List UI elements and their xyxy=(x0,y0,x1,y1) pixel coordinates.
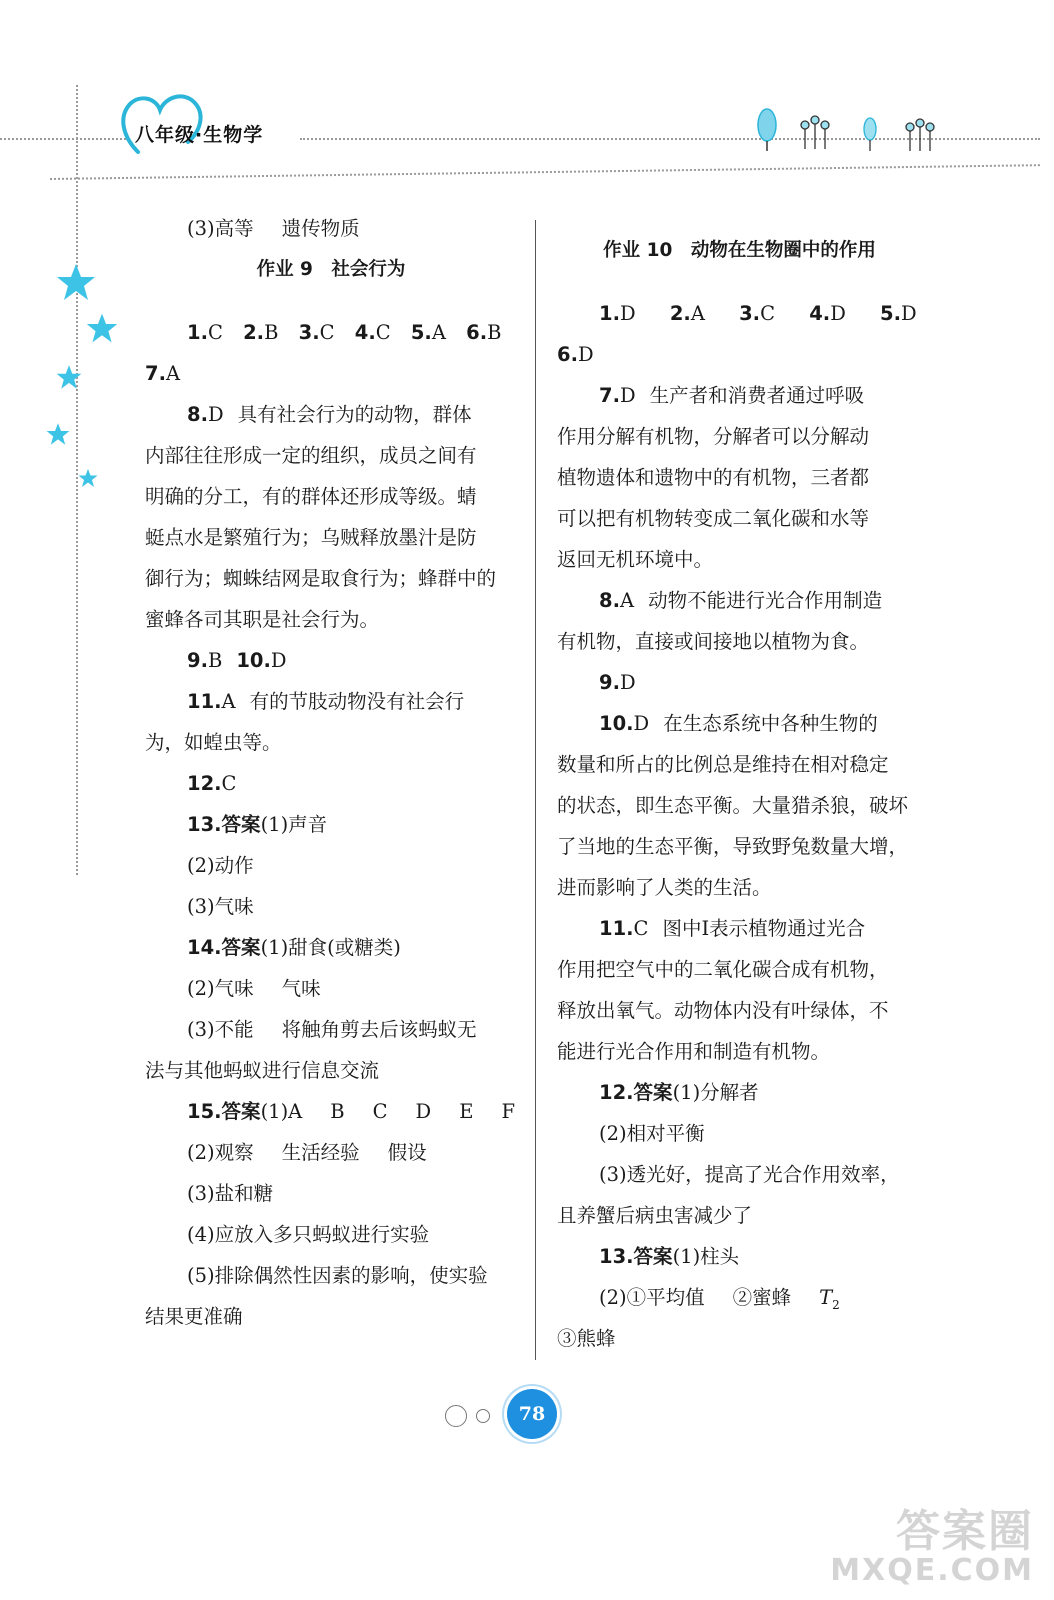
answer-line: 13.答案(1)柱头 xyxy=(599,1245,740,1268)
answer-line: 可以把有机物转变成二氧化碳和水等 xyxy=(557,507,870,530)
answer-line: (2)相对平衡 xyxy=(599,1122,705,1145)
answer-line: (2)动作 xyxy=(187,854,254,877)
answer-line: 作用分解有机物，分解者可以分解动 xyxy=(557,425,870,448)
answer-line: (3)气味 xyxy=(187,895,254,918)
answer-line: 11.C 图中Ⅰ表示植物通过光合 xyxy=(599,917,866,940)
column-divider xyxy=(535,220,536,1360)
answer-line: (3)透光好，提高了光合作用效率， xyxy=(599,1163,900,1186)
answer-line: 作用把空气中的二氧化碳合成有机物， xyxy=(557,958,889,981)
decorative-ring xyxy=(445,1405,467,1427)
answer-line: ③熊蜂 xyxy=(557,1327,616,1350)
answer-line: 数量和所占的比例总是维持在相对稳定 xyxy=(557,753,889,776)
answer-line: 返回无机环境中。 xyxy=(557,548,714,571)
answer-line: 释放出氧气。动物体内没有叶绿体，不 xyxy=(557,999,889,1022)
mc-answers: 1.C 2.B 3.C 4.C 5.A 6.B xyxy=(187,321,502,344)
answer-line: (2)气味 气味 xyxy=(187,977,321,1000)
star-icon xyxy=(46,422,70,446)
watermark: 答案圈 MXQE.COM xyxy=(830,1506,1034,1588)
star-icon xyxy=(56,262,96,302)
left-column xyxy=(145,208,517,1337)
answer-line: 蜜蜂各司其职是社会行为。 xyxy=(145,608,380,631)
answer-line: 结果更准确 xyxy=(145,1305,243,1328)
header-dotted-line xyxy=(0,138,130,140)
answer-line: (5)排除偶然性因素的影响，使实验 xyxy=(187,1264,488,1287)
answer-line: 6.D xyxy=(557,343,594,366)
decorative-ring xyxy=(476,1409,490,1423)
answer-line: 13.答案(1)声音 xyxy=(187,813,328,836)
answer-line: 7.D 生产者和消费者通过呼吸 xyxy=(599,384,865,407)
answer-line: 的状态，即生态平衡。大量猎杀狼，破坏 xyxy=(557,794,909,817)
answer-line: 能进行光合作用和制造有机物。 xyxy=(557,1040,831,1063)
mc-answers: 1.D 2.A 3.C 4.D 5.D xyxy=(599,302,917,325)
answer-line: (2)观察 生活经验 假设 xyxy=(187,1141,427,1164)
header-dotted-line-lower xyxy=(50,164,1040,180)
answer-line: 蜓点水是繁殖行为；乌贼释放墨汁是防 xyxy=(145,526,477,549)
answer-line: 御行为；蜘蛛结网是取食行为；蜂群中的 xyxy=(145,567,497,590)
tulip-icon xyxy=(755,105,945,155)
answer-line: 12.C xyxy=(187,772,237,795)
answer-line: 植物遗体和遗物中的有机物，三者都 xyxy=(557,466,870,489)
answer-line: 为，如蝗虫等。 xyxy=(145,731,282,754)
answer-line: (4)应放入多只蚂蚁进行实验 xyxy=(187,1223,430,1246)
answer-line: 12.答案(1)分解者 xyxy=(599,1081,759,1104)
star-icon xyxy=(78,468,98,488)
answer-line: 15.答案(1)A B C D E F xyxy=(187,1100,515,1123)
star-icon xyxy=(56,364,82,390)
answer-line: (3)盐和糖 xyxy=(187,1182,274,1205)
answer-line: 11.A 有的节肢动物没有社会行 xyxy=(187,690,465,713)
answer-line: 进而影响了人类的生活。 xyxy=(557,876,772,899)
answer-line: 内部往往形成一定的组织，成员之间有 xyxy=(145,444,477,467)
right-column xyxy=(557,230,922,1359)
answer-line: 9.B 10.D xyxy=(187,649,287,672)
section-heading-9: 作业 9 社会行为 xyxy=(256,259,406,280)
answer-line: 14.答案(1)甜食(或糖类) xyxy=(187,936,401,959)
section-heading-10: 作业 10 动物在生物圈中的作用 xyxy=(603,240,876,261)
answer-line: (2)①平均值 ②蜜蜂 $T_2$ xyxy=(599,1286,840,1312)
header-title: 八年级·生物学 xyxy=(135,124,264,146)
answer-line: 了当地的生态平衡，导致野兔数量大增， xyxy=(557,835,909,858)
star-icon xyxy=(86,312,118,344)
answer-line: 明确的分工，有的群体还形成等级。蜻 xyxy=(145,485,477,508)
answer-line: 且养蟹后病虫害减少了 xyxy=(557,1204,753,1227)
answer-line: 8.A 动物不能进行光合作用制造 xyxy=(599,589,883,612)
answer-line: 10.D 在生态系统中各种生物的 xyxy=(599,712,878,735)
page-number: 78 xyxy=(507,1389,557,1439)
answer-line: (3)不能 将触角剪去后该蚂蚁无 xyxy=(187,1018,477,1041)
answer-line: 7.A xyxy=(145,362,181,385)
answer-line: 法与其他蚂蚁进行信息交流 xyxy=(145,1059,380,1082)
answer-line: 8.D 具有社会行为的动物，群体 xyxy=(187,403,472,426)
answer-line: 有机物，直接或间接地以植物为食。 xyxy=(557,630,870,653)
answer-line: 9.D xyxy=(599,671,636,694)
answer-line: (3)高等 遗传物质 xyxy=(187,217,360,240)
